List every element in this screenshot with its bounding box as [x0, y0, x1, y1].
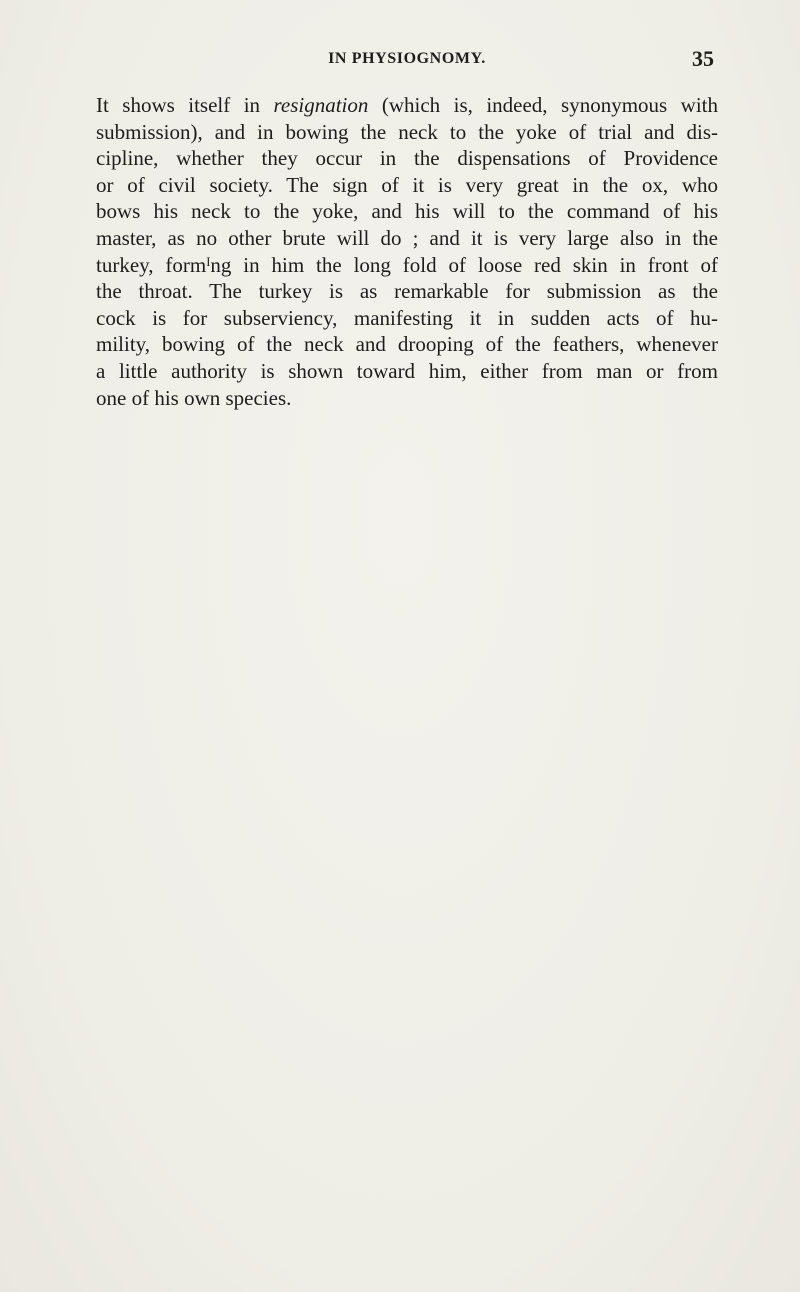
- text-line: cipline, whether they occur in the dispensations of Providence: [96, 146, 718, 171]
- text-line: mility, bowing of the neck and drooping of the feathers, whenever: [96, 332, 718, 357]
- text-line: cock is for subserviency, manifesting it in sudden acts of hu-: [96, 305, 718, 330]
- text-line: turkey, formᴵng in him the long fold of loose red skin in front of: [96, 252, 718, 277]
- text-line: submission), and in bowing the neck to the yoke of trial and dis-: [96, 119, 718, 144]
- text-line: master, as no other brute will do ; and it is very large also in the: [96, 225, 718, 250]
- body-paragraph: [96, 92, 718, 411]
- text-line: a little authority is shown toward him, either from man or from: [96, 358, 718, 383]
- text-line: It shows itself in resignation (which is, indeed, synonymous with: [96, 93, 718, 117]
- text-line: or of civil society. The sign of it is very great in the ox, who: [96, 172, 718, 197]
- text-line: bows his neck to the yoke, and his will to the command of his: [96, 199, 718, 224]
- text-line-last: one of his own species.: [96, 385, 292, 410]
- page-number: 35: [692, 46, 714, 71]
- running-title: IN PHYSIOGNOMY.: [328, 50, 486, 67]
- emphasis-resignation: resignation: [273, 93, 369, 117]
- text-line: the throat. The turkey is as remarkable for submission as the: [96, 279, 718, 304]
- running-head: [96, 46, 718, 76]
